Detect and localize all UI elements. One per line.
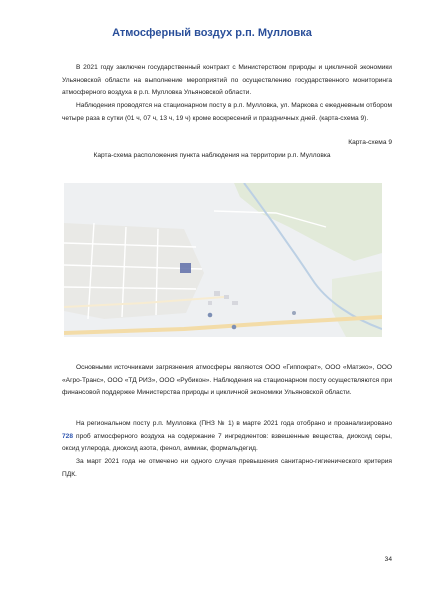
sample-count: 728 bbox=[62, 432, 74, 440]
location-map bbox=[64, 183, 382, 337]
map-landmark-pin bbox=[232, 325, 237, 330]
map-landmark-pin bbox=[208, 313, 213, 318]
map-drawing bbox=[64, 183, 382, 337]
paragraph-contract-text: В 2021 году заключен государственный контракт с Министерством природы и цикличной экономики Ульяновской области на выполнение мероприятий по осуществлению государственного мониторинга атмосферного воздуха в р.п. Мулловка Ульяновской области. bbox=[62, 64, 392, 96]
paragraph-pollution-sources bbox=[62, 362, 392, 400]
paragraph-samples-text-start: На региональном посту р.п. Мулловка (ПНЗ № 1) в марте 2021 года отобрано и проанализировано bbox=[76, 420, 392, 427]
page-number: 34 bbox=[384, 556, 392, 563]
map-caption: Карта-схема расположения пункта наблюдения на территории р.п. Мулловка bbox=[93, 152, 331, 159]
map-landmark-pin bbox=[292, 311, 296, 315]
paragraph-observations-text: Наблюдения проводятся на стационарном посту в р.п. Мулловка, ул. Маркова с ежедневным отбором четыре раза в сутки (01 ч, 07 ч, 13 ч, 19 ч) кроме воскресений и праздничных дней. (карта-схема 9). bbox=[62, 102, 392, 122]
observation-post-marker bbox=[180, 263, 191, 273]
map-reference-label: Карта-схема 9 bbox=[348, 139, 392, 146]
paragraph-samples bbox=[62, 418, 392, 456]
paragraph-samples-text-end: проб атмосферного воздуха на содержание 7 ингредиентов: взвешенные вещества, диоксид серы, оксид углерода, диоксид азота, фенол, аммиак, формальдегид. bbox=[62, 432, 392, 452]
paragraph-contract bbox=[62, 62, 392, 100]
paragraph-observations bbox=[62, 100, 392, 125]
paragraph-conclusion bbox=[62, 456, 392, 481]
page-title: Атмосферный воздух р.п. Мулловка bbox=[112, 27, 312, 39]
paragraph-conclusion-text: За март 2021 года не отмечено ни одного случая превышения санитарно-гигиенического критерия ПДК. bbox=[62, 458, 392, 478]
paragraph-pollution-sources-text: Основными источниками загрязнения атмосферы являются ООО «Гиппократ», ООО «Матэко», ООО «Агро-Транс», ООО «ТД РИЗ», ООО «Рубикон». Наблюдения на стационарном посту осуществляются при финансовой поддержке Министерства природы и цикличной экономики Ульяновской области. bbox=[62, 364, 392, 396]
